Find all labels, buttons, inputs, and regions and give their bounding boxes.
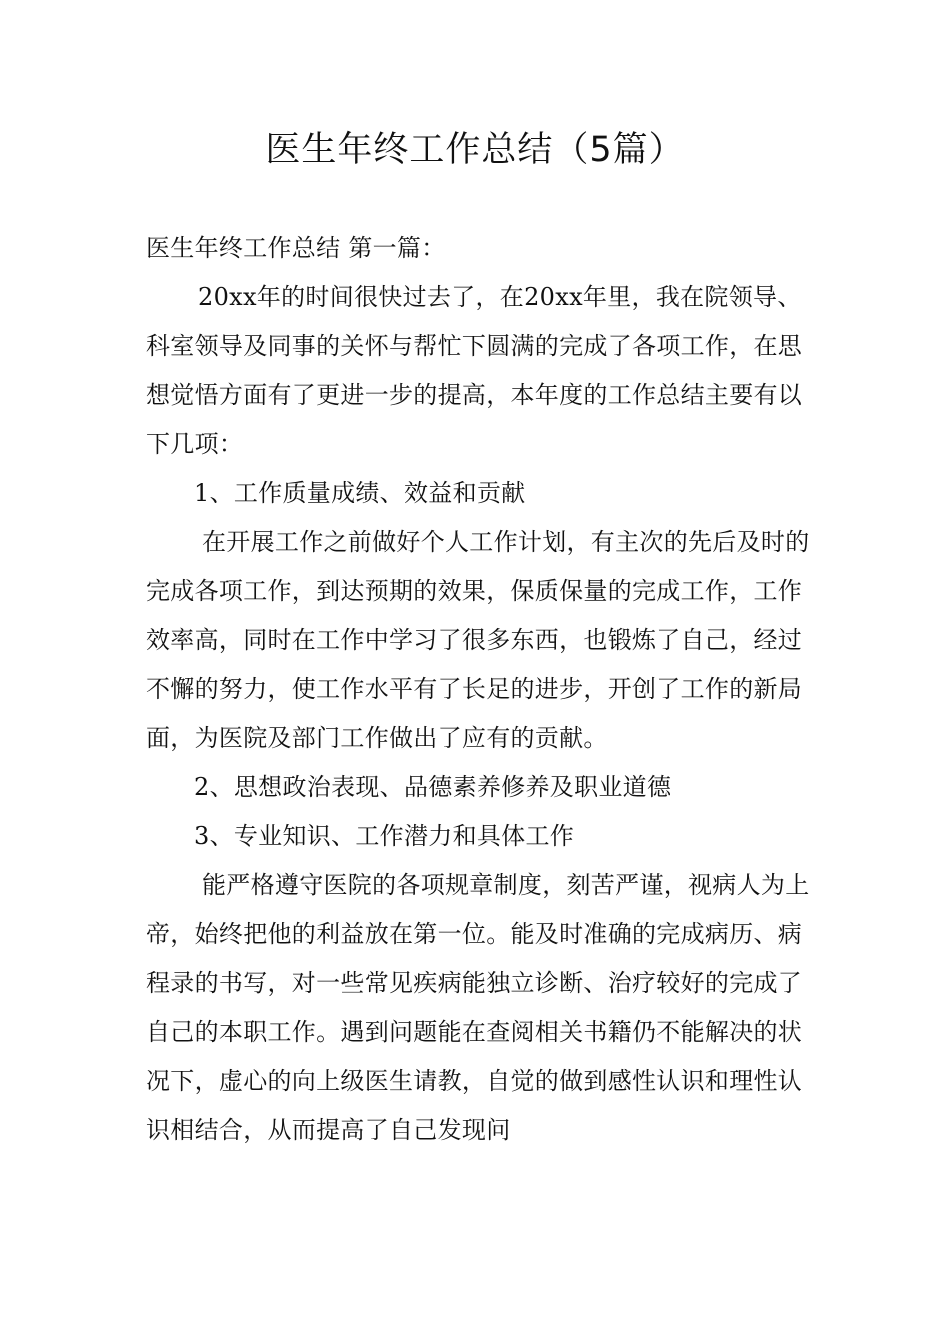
section-heading: 医生年终工作总结 第一篇： bbox=[146, 234, 446, 262]
item-1-paragraph: 在开展工作之前做好个人工作计划，有主次的先后及时的完成各项工作，到达预期的效果，保质保量的完成工作，工作效率高，同时在工作中学习了很多东西，也锻炼了自己，经过不懈的努力，使工作水平有了长足的进步，开创了工作的新局面，为医院及部门工作做出了应有的贡献。 bbox=[146, 528, 810, 752]
item-1-heading: 1、工作质量成绩、效益和贡献 bbox=[194, 479, 526, 507]
document-body bbox=[146, 224, 810, 1155]
item-3-paragraph: 能严格遵守医院的各项规章制度，刻苦严谨，视病人为上帝，始终把他的利益放在第一位。能及时准确的完成病历、病程录的书写，对一些常见疾病能独立诊断、治疗较好的完成了自己的本职工作。遇到问题能在查阅相关书籍仍不能解决的状况下，虚心的向上级医生请教，自觉的做到感性认识和理性认识相结合，从而提高了自己发现问 bbox=[146, 871, 810, 1144]
item-2-heading: 2、思想政治表现、品德素养修养及职业道德 bbox=[194, 773, 672, 801]
item-3-heading: 3、专业知识、工作潜力和具体工作 bbox=[194, 822, 575, 850]
document-title: 医生年终工作总结（5篇） bbox=[265, 130, 685, 170]
intro-paragraph: 20xx年的时间很快过去了，在20xx年里，我在院领导、科室领导及同事的关怀与帮忙下圆满的完成了各项工作，在思想觉悟方面有了更进一步的提高，本年度的工作总结主要有以下几项： bbox=[146, 283, 803, 458]
